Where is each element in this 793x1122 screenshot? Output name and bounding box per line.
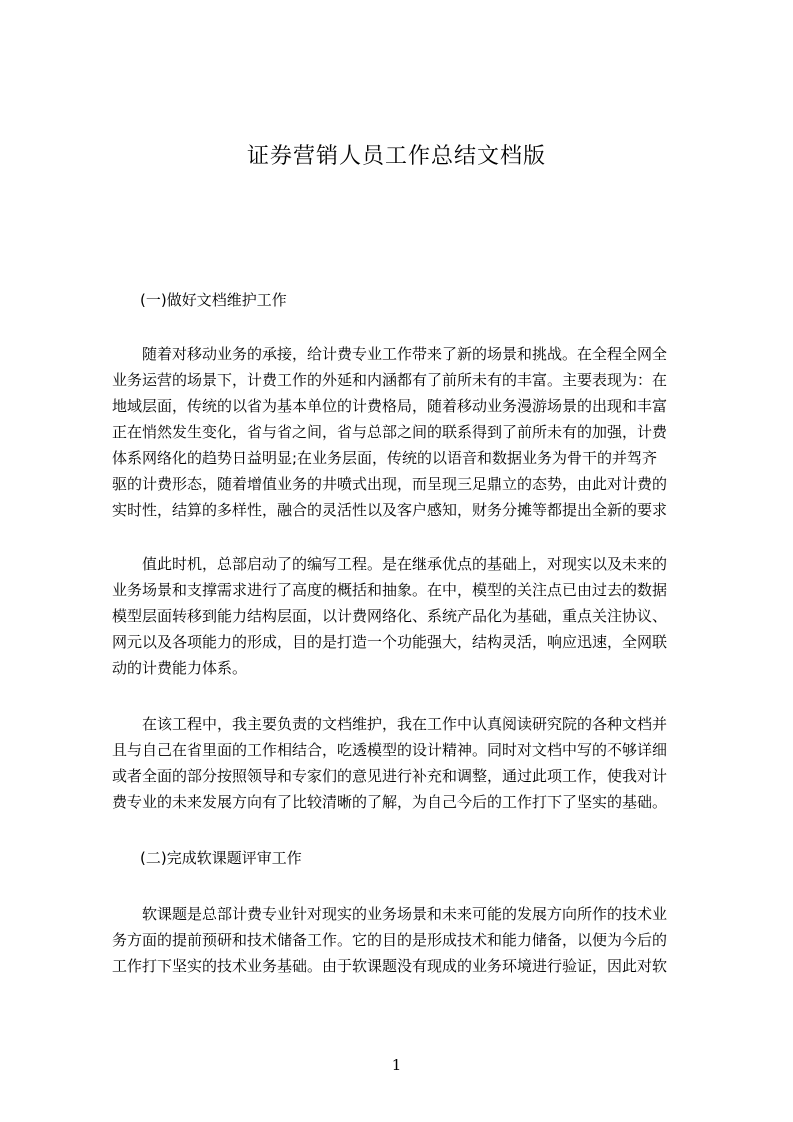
paragraph-line: 随着对移动业务的承接，给计费专业工作带来了新的场景和挑战。在全程全网全 [142, 345, 668, 363]
paragraph-line: 网元以及各项能力的形成，目的是打造一个功能强大，结构灵活，响应迅速，全网联 [112, 633, 668, 651]
paragraph-line: 模型层面转移到能力结构层面，以计费网络化、系统产品化为基础，重点关注协议、 [112, 607, 668, 625]
paragraph-line: 软课题是总部计费专业针对现实的业务场景和未来可能的发展方向所作的技术业 [142, 905, 668, 923]
paragraph-line: 值此时机，总部启动了的编写工程。是在继承优点的基础上，对现实以及未来的 [142, 555, 668, 573]
section-heading: (一)做好文档维护工作 [140, 291, 287, 309]
paragraph-line: 实时性，结算的多样性，融合的灵活性以及客户感知，财务分摊等都提出全新的要求 [112, 501, 668, 519]
paragraph-line: 且与自己在省里面的工作相结合，吃透模型的设计精神。同时对文档中写的不够详细 [112, 741, 668, 759]
paragraph-line: 体系网络化的趋势日益明显;在业务层面，传统的以语音和数据业务为骨干的并驾齐 [112, 449, 658, 467]
paragraph-line: 业务运营的场景下，计费工作的外延和内涵都有了前所未有的丰富。主要表现为：在 [112, 371, 668, 389]
paragraph-line: 或者全面的部分按照领导和专家们的意见进行补充和调整，通过此项工作，使我对计 [112, 767, 668, 785]
paragraph-line: 务方面的提前预研和技术储备工作。它的目的是形成技术和能力储备，以便为今后的 [112, 931, 668, 949]
document-title: 证券营销人员工作总结文档版 [246, 144, 546, 169]
paragraph-line: 业务场景和支撑需求进行了高度的概括和抽象。在中，模型的关注点已由过去的数据 [112, 581, 668, 599]
paragraph-line: 地域层面，传统的以省为基本单位的计费格局，随着移动业务漫游场景的出现和丰富 [112, 397, 668, 415]
paragraph-line: 正在悄然发生变化，省与省之间，省与总部之间的联系得到了前所未有的加强，计费 [112, 423, 668, 441]
section-heading: (二)完成软课题评审工作 [140, 849, 302, 867]
paragraph-line: 工作打下坚实的技术业务基础。由于软课题没有现成的业务环境进行验证，因此对软 [112, 957, 668, 975]
paragraph-line: 动的计费能力体系。 [112, 659, 248, 677]
paragraph-line: 在该工程中，我主要负责的文档维护，我在工作中认真阅读研究院的各种文档并 [142, 715, 668, 733]
paragraph-line: 驱的计费形态，随着增值业务的井喷式出现，而呈现三足鼎立的态势，由此对计费的 [112, 475, 668, 493]
paragraph-line: 费专业的未来发展方向有了比较清晰的了解，为自己今后的工作打下了坚实的基础。 [112, 793, 668, 811]
page-number: 1 [391, 1056, 402, 1074]
